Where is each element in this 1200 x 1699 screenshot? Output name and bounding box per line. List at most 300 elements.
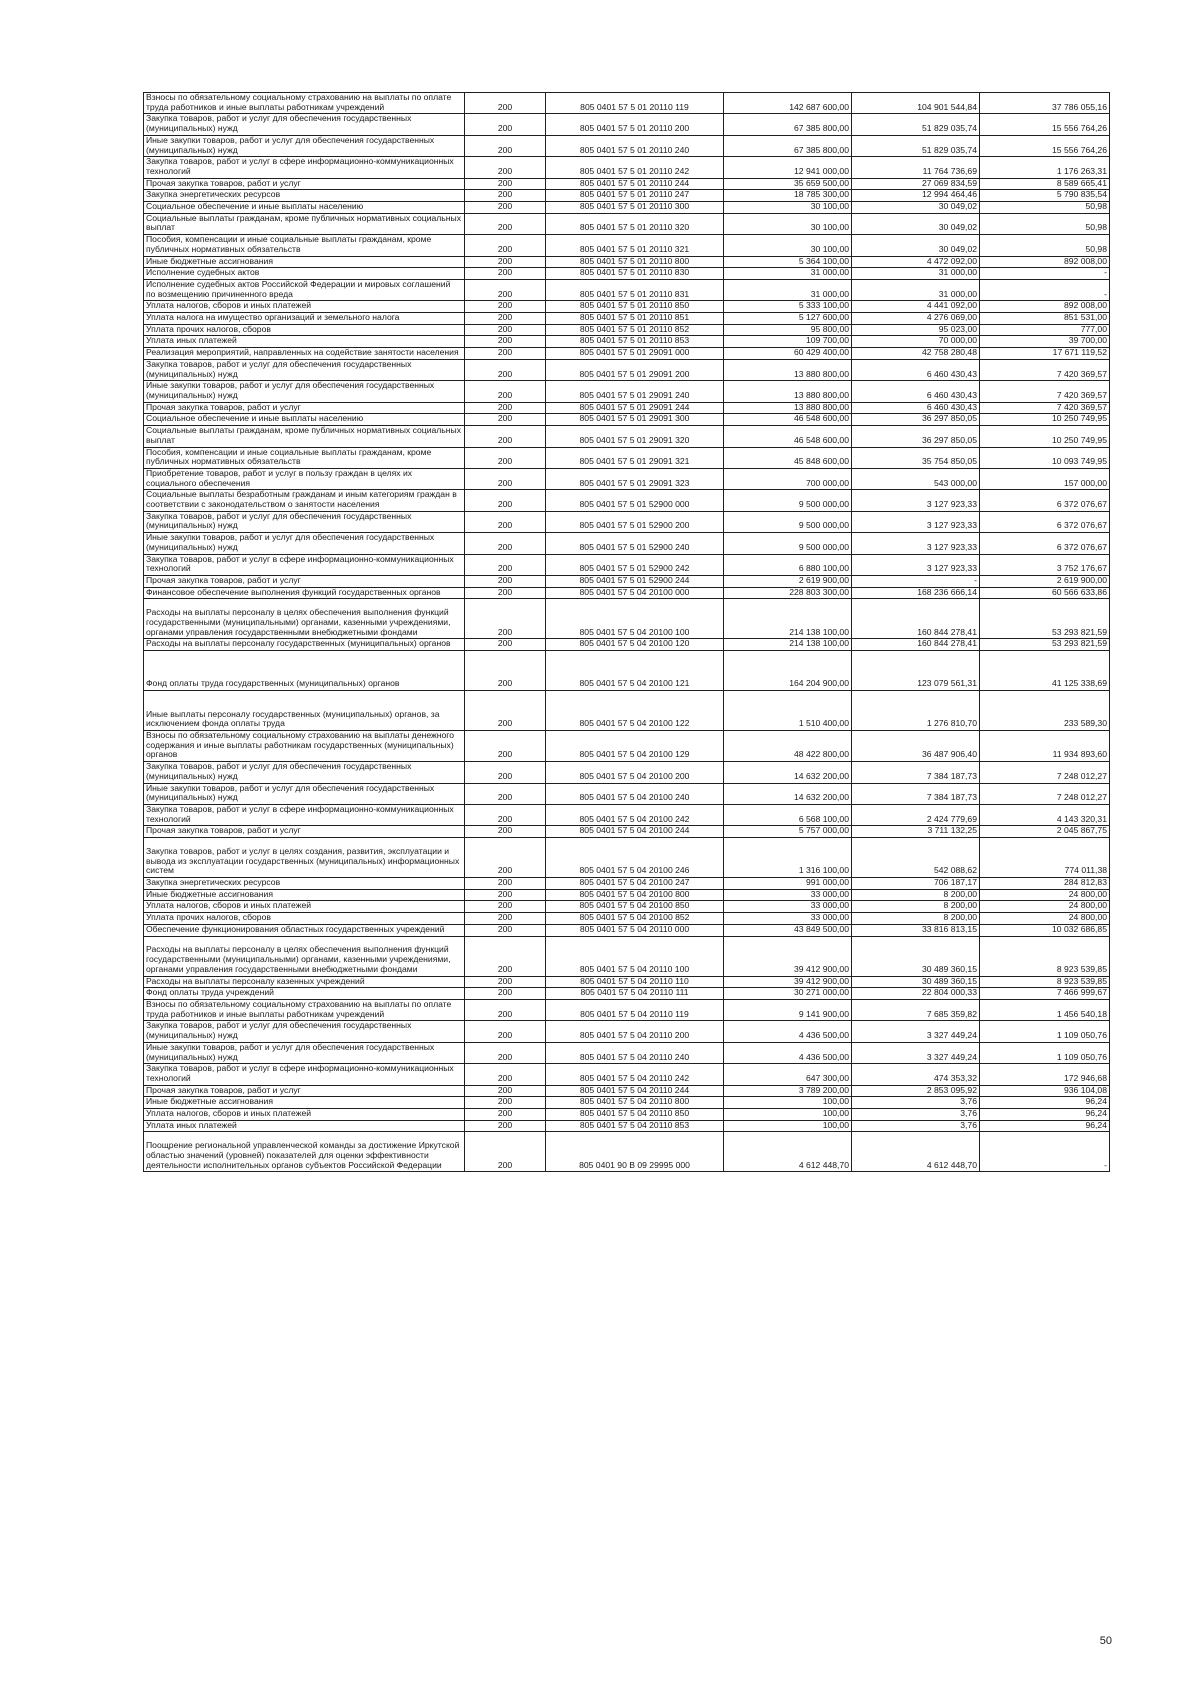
row-name: Закупка товаров, работ и услуг для обеспечения государственных (муниципальных) нужд	[144, 762, 465, 783]
row-code: 200	[465, 190, 546, 202]
row-name: Уплата прочих налогов, сборов	[144, 324, 465, 336]
row-name: Иные закупки товаров, работ и услуг для обеспечения государственных (муниципальных) нужд	[144, 1042, 465, 1063]
row-executed-amount: 4 612 448,70	[852, 1132, 980, 1172]
table-row	[144, 235, 1110, 256]
row-name: Поощрение региональной управленческой команды за достижение Иркутской областью значений (уровней) показателей для оценки эффективности деятельности исполнительных органов субъектов Российской Федерации	[144, 1132, 465, 1172]
row-unexecuted-amount: 2 619 900,00	[980, 575, 1110, 587]
row-code: 200	[465, 1109, 546, 1121]
row-classification-code: 805 0401 57 5 04 20100 800	[546, 889, 724, 901]
row-approved-amount: 13 880 800,00	[724, 381, 852, 402]
table-row	[144, 511, 1110, 532]
row-code: 200	[465, 157, 546, 178]
row-code: 200	[465, 490, 546, 511]
row-code: 200	[465, 575, 546, 587]
row-unexecuted-amount: 53 293 821,59	[980, 599, 1110, 639]
row-executed-amount: 36 297 850,05	[852, 426, 980, 447]
row-name: Взносы по обязательному социальному страхованию на выплаты денежного содержания и иные выплаты работникам государственных (муниципальных) органов	[144, 731, 465, 762]
row-code: 200	[465, 414, 546, 426]
row-executed-amount: 3 127 923,33	[852, 511, 980, 532]
row-executed-amount: 8 200,00	[852, 889, 980, 901]
row-name: Прочая закупка товаров, работ и услуг	[144, 575, 465, 587]
row-name: Расходы на выплаты персоналу в целях обеспечения выполнения функций государственными (муниципальными) органами, казенными учреждениями, органами управления государственными внебюджетными фондами	[144, 599, 465, 639]
row-name: Закупка товаров, работ и услуг в сфере информационно-коммуникационных технологий	[144, 1064, 465, 1085]
row-classification-code: 805 0401 57 5 04 20110 242	[546, 1064, 724, 1085]
row-code: 200	[465, 826, 546, 838]
row-classification-code: 805 0401 57 5 01 20110 242	[546, 157, 724, 178]
row-unexecuted-amount: 8 589 665,41	[980, 178, 1110, 190]
row-approved-amount: 9 141 900,00	[724, 1000, 852, 1021]
row-classification-code: 805 0401 57 5 04 20100 121	[546, 651, 724, 691]
row-executed-amount: 3 327 449,24	[852, 1042, 980, 1063]
row-code: 200	[465, 381, 546, 402]
row-executed-amount: 3 127 923,33	[852, 533, 980, 554]
row-executed-amount: 30 489 360,15	[852, 976, 980, 988]
row-executed-amount: 123 079 561,31	[852, 651, 980, 691]
row-unexecuted-amount: 851 531,00	[980, 313, 1110, 325]
row-classification-code: 805 0401 57 5 01 20110 852	[546, 324, 724, 336]
table-row	[144, 157, 1110, 178]
row-code: 200	[465, 924, 546, 936]
row-name: Фонд оплаты труда государственных (муниципальных) органов	[144, 651, 465, 691]
row-code: 200	[465, 913, 546, 925]
table-row	[144, 976, 1110, 988]
row-executed-amount: 168 236 666,14	[852, 587, 980, 599]
row-classification-code: 805 0401 57 5 01 20110 300	[546, 202, 724, 214]
row-approved-amount: 5 127 600,00	[724, 313, 852, 325]
table-row	[144, 889, 1110, 901]
row-approved-amount: 4 436 500,00	[724, 1021, 852, 1042]
row-classification-code: 805 0401 57 5 01 29091 000	[546, 348, 724, 360]
row-approved-amount: 6 880 100,00	[724, 554, 852, 575]
row-code: 200	[465, 651, 546, 691]
row-classification-code: 805 0401 57 5 01 20110 830	[546, 268, 724, 280]
row-unexecuted-amount: 892 008,00	[980, 301, 1110, 313]
row-code: 200	[465, 1085, 546, 1097]
row-executed-amount: 706 187,17	[852, 878, 980, 890]
table-row	[144, 1021, 1110, 1042]
row-name: Закупка товаров, работ и услуг в сфере информационно-коммуникационных технологий	[144, 157, 465, 178]
table-row	[144, 348, 1110, 360]
row-approved-amount: 2 619 900,00	[724, 575, 852, 587]
table-row	[144, 554, 1110, 575]
row-name: Взносы по обязательному социальному страхованию на выплаты по оплате труда работников и иные выплаты работникам учреждений	[144, 1000, 465, 1021]
row-executed-amount: 30 049,02	[852, 202, 980, 214]
row-approved-amount: 109 700,00	[724, 336, 852, 348]
table-row	[144, 1000, 1110, 1021]
row-executed-amount: 160 844 278,41	[852, 639, 980, 651]
table-row	[144, 256, 1110, 268]
row-classification-code: 805 0401 57 5 01 52900 242	[546, 554, 724, 575]
row-name: Приобретение товаров, работ и услуг в пользу граждан в целях их социального обеспечения	[144, 468, 465, 489]
row-approved-amount: 100,00	[724, 1097, 852, 1109]
row-name: Социальное обеспечение и иные выплаты населению	[144, 202, 465, 214]
row-classification-code: 805 0401 57 5 01 29091 321	[546, 447, 724, 468]
row-classification-code: 805 0401 57 5 01 52900 000	[546, 490, 724, 511]
row-executed-amount: 543 000,00	[852, 468, 980, 489]
row-classification-code: 805 0401 57 5 01 52900 200	[546, 511, 724, 532]
row-approved-amount: 100,00	[724, 1120, 852, 1132]
row-code: 200	[465, 202, 546, 214]
row-unexecuted-amount: 11 934 893,60	[980, 731, 1110, 762]
row-executed-amount: 6 460 430,43	[852, 381, 980, 402]
row-classification-code: 805 0401 57 5 04 20100 240	[546, 783, 724, 804]
table-row	[144, 1132, 1110, 1172]
table-row	[144, 575, 1110, 587]
table-row	[144, 651, 1110, 691]
row-approved-amount: 5 333 100,00	[724, 301, 852, 313]
row-executed-amount: 6 460 430,43	[852, 359, 980, 380]
row-approved-amount: 30 271 000,00	[724, 988, 852, 1000]
row-name: Прочая закупка товаров, работ и услуг	[144, 1085, 465, 1097]
table-row	[144, 190, 1110, 202]
row-approved-amount: 48 422 800,00	[724, 731, 852, 762]
row-name: Пособия, компенсации и иные социальные выплаты гражданам, кроме публичных нормативных обязательств	[144, 235, 465, 256]
row-name: Закупка товаров, работ и услуг для обеспечения государственных (муниципальных) нужд	[144, 511, 465, 532]
row-code: 200	[465, 533, 546, 554]
row-classification-code: 805 0401 57 5 04 20100 244	[546, 826, 724, 838]
table-row	[144, 587, 1110, 599]
row-approved-amount: 30 100,00	[724, 235, 852, 256]
row-executed-amount: 2 424 779,69	[852, 804, 980, 825]
row-unexecuted-amount: 7 248 012,27	[980, 783, 1110, 804]
row-code: 200	[465, 731, 546, 762]
row-unexecuted-amount: 284 812,83	[980, 878, 1110, 890]
row-code: 200	[465, 178, 546, 190]
row-code: 200	[465, 901, 546, 913]
row-name: Прочая закупка товаров, работ и услуг	[144, 402, 465, 414]
row-unexecuted-amount: 50,98	[980, 235, 1110, 256]
row-classification-code: 805 0401 57 5 01 29091 323	[546, 468, 724, 489]
row-name: Закупка энергетических ресурсов	[144, 190, 465, 202]
row-executed-amount: 3,76	[852, 1097, 980, 1109]
row-code: 200	[465, 878, 546, 890]
row-name: Расходы на выплаты персоналу казенных учреждений	[144, 976, 465, 988]
row-classification-code: 805 0401 57 5 04 20100 200	[546, 762, 724, 783]
row-code: 200	[465, 762, 546, 783]
row-code: 200	[465, 279, 546, 300]
table-body	[144, 93, 1110, 1172]
table-row	[144, 1042, 1110, 1063]
row-unexecuted-amount: 96,24	[980, 1109, 1110, 1121]
row-approved-amount: 31 000,00	[724, 279, 852, 300]
row-classification-code: 805 0401 57 5 04 20110 853	[546, 1120, 724, 1132]
table-row	[144, 336, 1110, 348]
row-unexecuted-amount: 3 752 176,67	[980, 554, 1110, 575]
row-unexecuted-amount: 8 923 539,85	[980, 936, 1110, 976]
table-row	[144, 599, 1110, 639]
row-executed-amount: 30 049,02	[852, 213, 980, 234]
row-approved-amount: 647 300,00	[724, 1064, 852, 1085]
row-name: Исполнение судебных актов	[144, 268, 465, 280]
row-executed-amount: 3 127 923,33	[852, 554, 980, 575]
row-unexecuted-amount: 96,24	[980, 1097, 1110, 1109]
table-row	[144, 301, 1110, 313]
row-code: 200	[465, 599, 546, 639]
row-classification-code: 805 0401 57 5 01 20110 247	[546, 190, 724, 202]
row-approved-amount: 9 500 000,00	[724, 511, 852, 532]
row-executed-amount: 104 901 544,84	[852, 93, 980, 114]
row-name: Расходы на выплаты персоналу в целях обеспечения выполнения функций государственными (муниципальными) органами, казенными учреждениями, органами управления государственными внебюджетными фондами	[144, 936, 465, 976]
row-unexecuted-amount: 2 045 867,75	[980, 826, 1110, 838]
row-classification-code: 805 0401 57 5 04 20100 852	[546, 913, 724, 925]
row-unexecuted-amount: 5 790 835,54	[980, 190, 1110, 202]
row-executed-amount: 8 200,00	[852, 901, 980, 913]
row-code: 200	[465, 511, 546, 532]
row-classification-code: 805 0401 57 5 04 20100 120	[546, 639, 724, 651]
row-name: Иные закупки товаров, работ и услуг для обеспечения государственных (муниципальных) нужд	[144, 381, 465, 402]
row-approved-amount: 45 848 600,00	[724, 447, 852, 468]
row-classification-code: 805 0401 57 5 04 20110 119	[546, 1000, 724, 1021]
row-classification-code: 805 0401 57 5 04 20110 110	[546, 976, 724, 988]
row-name: Иные выплаты персоналу государственных (муниципальных) органов, за исключением фонда оплаты труда	[144, 691, 465, 731]
row-unexecuted-amount: 7 466 999,67	[980, 988, 1110, 1000]
row-approved-amount: 164 204 900,00	[724, 651, 852, 691]
table-row	[144, 1120, 1110, 1132]
table-row	[144, 533, 1110, 554]
row-name: Фонд оплаты труда учреждений	[144, 988, 465, 1000]
table-row	[144, 988, 1110, 1000]
row-name: Закупка товаров, работ и услуг в целях создания, развития, эксплуатации и вывода из эксплуатации государственных (муниципальных) информационных систем	[144, 838, 465, 878]
row-unexecuted-amount: 7 420 369,57	[980, 359, 1110, 380]
row-name: Прочая закупка товаров, работ и услуг	[144, 178, 465, 190]
row-approved-amount: 6 568 100,00	[724, 804, 852, 825]
row-name: Уплата налогов, сборов и иных платежей	[144, 1109, 465, 1121]
row-classification-code: 805 0401 57 5 04 20110 100	[546, 936, 724, 976]
row-unexecuted-amount: 50,98	[980, 202, 1110, 214]
row-unexecuted-amount: 1 176 263,31	[980, 157, 1110, 178]
table-row	[144, 426, 1110, 447]
row-executed-amount: 6 460 430,43	[852, 402, 980, 414]
row-name: Расходы на выплаты персоналу государственных (муниципальных) органов	[144, 639, 465, 651]
row-approved-amount: 33 000,00	[724, 901, 852, 913]
row-classification-code: 805 0401 57 5 01 20110 119	[546, 93, 724, 114]
row-unexecuted-amount: 10 032 686,85	[980, 924, 1110, 936]
table-row	[144, 731, 1110, 762]
table-row	[144, 313, 1110, 325]
row-unexecuted-amount: 233 589,30	[980, 691, 1110, 731]
table-row	[144, 447, 1110, 468]
row-code: 200	[465, 114, 546, 135]
row-executed-amount: 7 685 359,82	[852, 1000, 980, 1021]
row-classification-code: 805 0401 57 5 01 52900 240	[546, 533, 724, 554]
row-unexecuted-amount: 8 923 539,85	[980, 976, 1110, 988]
table-row	[144, 1097, 1110, 1109]
row-name: Исполнение судебных актов Российской Федерации и мировых соглашений по возмещению причиненного вреда	[144, 279, 465, 300]
row-code: 200	[465, 1064, 546, 1085]
row-code: 200	[465, 889, 546, 901]
table-row	[144, 324, 1110, 336]
row-classification-code: 805 0401 57 5 04 20100 242	[546, 804, 724, 825]
row-approved-amount: 67 385 800,00	[724, 114, 852, 135]
row-approved-amount: 142 687 600,00	[724, 93, 852, 114]
row-name: Социальные выплаты гражданам, кроме публичных нормативных социальных выплат	[144, 213, 465, 234]
row-executed-amount: 22 804 000,33	[852, 988, 980, 1000]
row-unexecuted-amount: 6 372 076,67	[980, 490, 1110, 511]
row-unexecuted-amount: 6 372 076,67	[980, 533, 1110, 554]
row-code: 200	[465, 336, 546, 348]
table-row	[144, 878, 1110, 890]
row-name: Социальные выплаты гражданам, кроме публичных нормативных социальных выплат	[144, 426, 465, 447]
row-unexecuted-amount: 774 011,38	[980, 838, 1110, 878]
row-name: Иные бюджетные ассигнования	[144, 889, 465, 901]
row-unexecuted-amount: 892 008,00	[980, 256, 1110, 268]
row-classification-code: 805 0401 57 5 01 29091 300	[546, 414, 724, 426]
row-unexecuted-amount: -	[980, 268, 1110, 280]
row-name: Пособия, компенсации и иные социальные выплаты гражданам, кроме публичных нормативных обязательств	[144, 447, 465, 468]
row-approved-amount: 67 385 800,00	[724, 135, 852, 156]
table-row	[144, 359, 1110, 380]
row-classification-code: 805 0401 90 В 09 29995 000	[546, 1132, 724, 1172]
row-unexecuted-amount: 15 556 764,26	[980, 114, 1110, 135]
row-classification-code: 805 0401 57 5 01 20110 200	[546, 114, 724, 135]
row-unexecuted-amount: 172 946,68	[980, 1064, 1110, 1085]
table-row	[144, 913, 1110, 925]
budget-execution-table	[143, 92, 1110, 1172]
row-classification-code: 805 0401 57 5 01 29091 244	[546, 402, 724, 414]
table-row	[144, 691, 1110, 731]
row-approved-amount: 9 500 000,00	[724, 533, 852, 554]
row-classification-code: 805 0401 57 5 04 20100 000	[546, 587, 724, 599]
row-approved-amount: 12 941 000,00	[724, 157, 852, 178]
row-classification-code: 805 0401 57 5 01 20110 244	[546, 178, 724, 190]
row-name: Обеспечение функционирования областных государственных учреждений	[144, 924, 465, 936]
row-approved-amount: 95 800,00	[724, 324, 852, 336]
row-unexecuted-amount: 157 000,00	[980, 468, 1110, 489]
row-classification-code: 805 0401 57 5 04 20110 240	[546, 1042, 724, 1063]
row-classification-code: 805 0401 57 5 04 20110 850	[546, 1109, 724, 1121]
row-approved-amount: 46 548 600,00	[724, 414, 852, 426]
row-executed-amount: 36 297 850,05	[852, 414, 980, 426]
row-classification-code: 805 0401 57 5 01 20110 851	[546, 313, 724, 325]
row-unexecuted-amount: 41 125 338,69	[980, 651, 1110, 691]
row-approved-amount: 13 880 800,00	[724, 359, 852, 380]
row-name: Закупка энергетических ресурсов	[144, 878, 465, 890]
row-name: Прочая закупка товаров, работ и услуг	[144, 826, 465, 838]
row-approved-amount: 700 000,00	[724, 468, 852, 489]
row-name: Финансовое обеспечение выполнения функций государственных органов	[144, 587, 465, 599]
row-unexecuted-amount: 37 786 055,16	[980, 93, 1110, 114]
row-unexecuted-amount: 4 143 320,31	[980, 804, 1110, 825]
row-approved-amount: 31 000,00	[724, 268, 852, 280]
row-code: 200	[465, 587, 546, 599]
row-unexecuted-amount: 777,00	[980, 324, 1110, 336]
row-unexecuted-amount: 96,24	[980, 1120, 1110, 1132]
row-executed-amount: 3 711 132,25	[852, 826, 980, 838]
row-code: 200	[465, 468, 546, 489]
row-executed-amount: 30 489 360,15	[852, 936, 980, 976]
row-code: 200	[465, 838, 546, 878]
row-executed-amount: 51 829 035,74	[852, 114, 980, 135]
table-row	[144, 414, 1110, 426]
row-classification-code: 805 0401 57 5 04 20110 000	[546, 924, 724, 936]
row-executed-amount: 4 472 092,00	[852, 256, 980, 268]
row-classification-code: 805 0401 57 5 01 20110 853	[546, 336, 724, 348]
row-approved-amount: 35 659 500,00	[724, 178, 852, 190]
row-unexecuted-amount: 53 293 821,59	[980, 639, 1110, 651]
row-executed-amount: 31 000,00	[852, 279, 980, 300]
row-unexecuted-amount: 24 800,00	[980, 889, 1110, 901]
row-name: Уплата налогов, сборов и иных платежей	[144, 301, 465, 313]
row-executed-amount: 31 000,00	[852, 268, 980, 280]
table-row	[144, 468, 1110, 489]
row-approved-amount: 43 849 500,00	[724, 924, 852, 936]
row-name: Закупка товаров, работ и услуг для обеспечения государственных (муниципальных) нужд	[144, 114, 465, 135]
table-row	[144, 93, 1110, 114]
row-name: Закупка товаров, работ и услуг для обеспечения государственных (муниципальных) нужд	[144, 359, 465, 380]
row-code: 200	[465, 988, 546, 1000]
row-approved-amount: 100,00	[724, 1109, 852, 1121]
row-unexecuted-amount: 17 671 119,52	[980, 348, 1110, 360]
row-approved-amount: 5 364 100,00	[724, 256, 852, 268]
row-name: Социальные выплаты безработным гражданам и иным категориям граждан в соответствии с законодательством о занятости населения	[144, 490, 465, 511]
row-executed-amount: 42 758 280,48	[852, 348, 980, 360]
row-approved-amount: 30 100,00	[724, 202, 852, 214]
row-classification-code: 805 0401 57 5 01 20110 831	[546, 279, 724, 300]
table-row	[144, 936, 1110, 976]
row-classification-code: 805 0401 57 5 04 20110 200	[546, 1021, 724, 1042]
row-executed-amount: 3 127 923,33	[852, 490, 980, 511]
row-executed-amount: 7 384 187,73	[852, 783, 980, 804]
row-approved-amount: 14 632 200,00	[724, 783, 852, 804]
row-executed-amount: 7 384 187,73	[852, 762, 980, 783]
row-code: 200	[465, 301, 546, 313]
table-row	[144, 804, 1110, 825]
row-unexecuted-amount: 50,98	[980, 213, 1110, 234]
row-name: Уплата налога на имущество организаций и земельного налога	[144, 313, 465, 325]
row-name: Иные закупки товаров, работ и услуг для обеспечения государственных (муниципальных) нужд	[144, 533, 465, 554]
row-name: Закупка товаров, работ и услуг для обеспечения государственных (муниципальных) нужд	[144, 1021, 465, 1042]
row-code: 200	[465, 359, 546, 380]
row-executed-amount: 2 853 095,92	[852, 1085, 980, 1097]
row-classification-code: 805 0401 57 5 04 20110 244	[546, 1085, 724, 1097]
row-classification-code: 805 0401 57 5 04 20110 800	[546, 1097, 724, 1109]
row-executed-amount: 51 829 035,74	[852, 135, 980, 156]
row-name: Закупка товаров, работ и услуг в сфере информационно-коммуникационных технологий	[144, 804, 465, 825]
row-executed-amount: 474 353,32	[852, 1064, 980, 1085]
row-executed-amount: 70 000,00	[852, 336, 980, 348]
table-row	[144, 381, 1110, 402]
row-executed-amount: 8 200,00	[852, 913, 980, 925]
row-name: Реализация мероприятий, направленных на содействие занятости населения	[144, 348, 465, 360]
row-approved-amount: 214 138 100,00	[724, 599, 852, 639]
row-code: 200	[465, 691, 546, 731]
row-classification-code: 805 0401 57 5 01 20110 850	[546, 301, 724, 313]
row-executed-amount: 35 754 850,05	[852, 447, 980, 468]
row-executed-amount: 27 069 834,59	[852, 178, 980, 190]
row-executed-amount: 12 994 464,46	[852, 190, 980, 202]
row-approved-amount: 60 429 400,00	[724, 348, 852, 360]
row-unexecuted-amount: 7 420 369,57	[980, 402, 1110, 414]
row-name: Закупка товаров, работ и услуг в сфере информационно-коммуникационных технологий	[144, 554, 465, 575]
row-name: Иные закупки товаров, работ и услуг для обеспечения государственных (муниципальных) нужд	[144, 783, 465, 804]
row-name: Уплата налогов, сборов и иных платежей	[144, 901, 465, 913]
row-executed-amount: 11 764 736,69	[852, 157, 980, 178]
table-row	[144, 135, 1110, 156]
table-row	[144, 114, 1110, 135]
row-executed-amount: 3,76	[852, 1120, 980, 1132]
row-approved-amount: 228 803 300,00	[724, 587, 852, 599]
row-code: 200	[465, 348, 546, 360]
table-row	[144, 202, 1110, 214]
row-name: Иные бюджетные ассигнования	[144, 256, 465, 268]
row-executed-amount: 30 049,02	[852, 235, 980, 256]
row-classification-code: 805 0401 57 5 04 20100 247	[546, 878, 724, 890]
row-unexecuted-amount: 10 250 749,95	[980, 426, 1110, 447]
row-approved-amount: 4 612 448,70	[724, 1132, 852, 1172]
row-approved-amount: 4 436 500,00	[724, 1042, 852, 1063]
row-code: 200	[465, 93, 546, 114]
row-code: 200	[465, 426, 546, 447]
